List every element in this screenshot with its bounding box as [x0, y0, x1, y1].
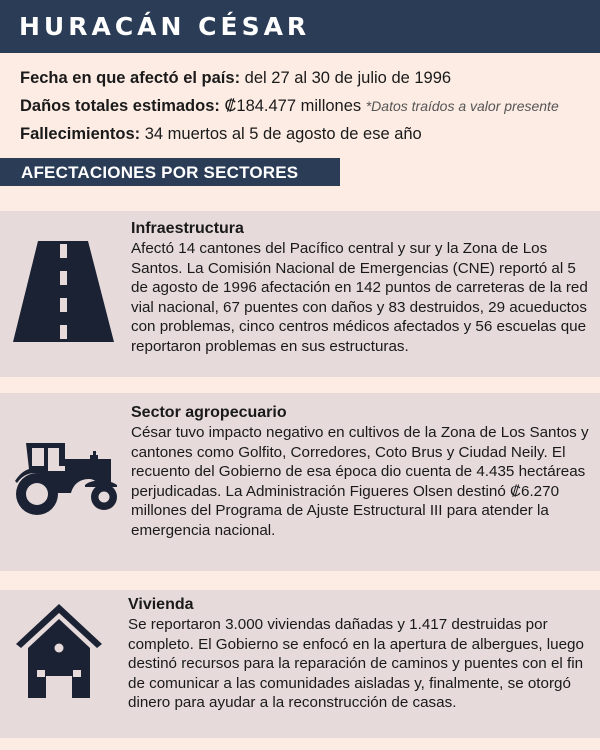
- tractor-icon: [13, 441, 119, 517]
- damages-line: [20, 92, 600, 120]
- title-header: [0, 0, 600, 53]
- sector-title: Infraestructura: [131, 220, 244, 237]
- damages-value: ₡184.477 millones: [219, 97, 366, 115]
- date-value: del 27 al 30 de julio de 1996: [240, 69, 452, 87]
- sector-body: César tuvo impacto negativo en cultivos de la Zona de Los Santos y cantones como Golfito, Corredores, Coto Brus y Ciudad Neily. El recuento del Gobierno de esa época dio cuenta de 4.435 hectáreas perjudicadas. La Administración Figueres Olsen destinó ₡6.270 millones del Programa de Ajuste Estructural III para atender la emergencia nacional.: [131, 424, 589, 539]
- damages-note: *Datos traídos a valor presente: [365, 98, 559, 114]
- sectors-banner-label: AFECTACIONES POR SECTORES: [21, 163, 299, 182]
- deaths-line: [20, 120, 600, 148]
- page-title: HURACÁN CÉSAR: [19, 12, 311, 41]
- sector-title: Sector agropecuario: [131, 404, 287, 421]
- sector-vivienda: [0, 590, 600, 738]
- sector-body: Se reportaron 3.000 viviendas dañadas y 1.417 destruidas por completo. El Gobierno se enfocó en la apertura de albergues, luego destinó recursos para la reparación de caminos y puentes con el fin de comunicar a las comunidades aisladas y, finalmente, se otorgó dinero para ayudar a la reconstrucción de casas.: [128, 616, 584, 712]
- sector-agropecuario: [0, 393, 600, 571]
- date-label: Fecha en que afectó el país:: [20, 69, 241, 87]
- sectors-banner: [0, 158, 340, 186]
- sector-infraestructura: [0, 211, 600, 377]
- road-icon: [12, 241, 116, 344]
- date-line: [20, 64, 600, 92]
- deaths-label: Fallecimientos:: [20, 125, 141, 143]
- summary-info: [20, 64, 600, 148]
- deaths-value: 34 muertos al 5 de agosto de ese año: [140, 125, 422, 143]
- sector-body: Afectó 14 cantones del Pacífico central y sur y la Zona de Los Santos. La Comisión Nacional de Emergencias (CNE) reportó al 5 de agosto de 1996 afectación en 142 puntos de carreteras de la red vial nacional, 67 puentes con daños y 83 destruidos, 29 acueductos con problemas, cinco centros médicos afectados y 56 escuelas que reportaron problemas en sus estructuras.: [131, 240, 588, 355]
- damages-label: Daños totales estimados:: [20, 97, 220, 115]
- sector-title: Vivienda: [128, 596, 194, 613]
- house-icon: [16, 604, 102, 700]
